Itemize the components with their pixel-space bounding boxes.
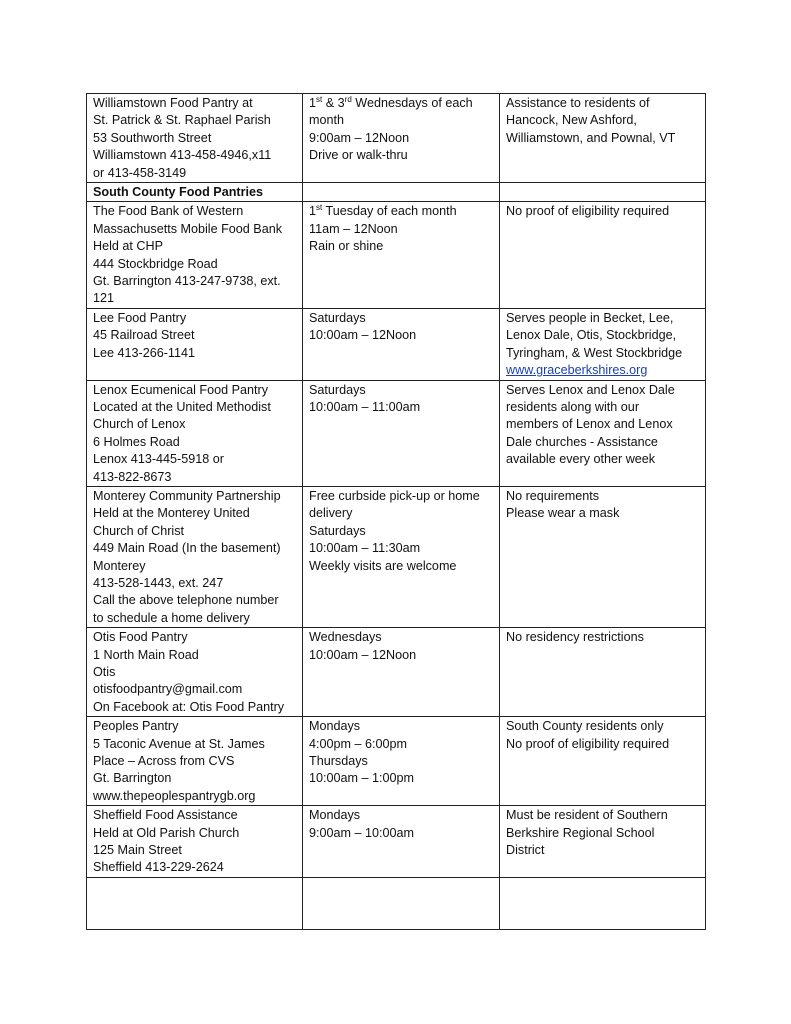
cell-line: Held at Old Parish Church bbox=[93, 825, 240, 840]
cell-line: 53 Southworth Street bbox=[93, 130, 212, 145]
cell-line: Mondays bbox=[309, 719, 361, 734]
eligibility-cell bbox=[500, 486, 706, 627]
cell-line: Mondays bbox=[309, 808, 361, 823]
cell-line: Wednesdays bbox=[309, 630, 382, 645]
table-row bbox=[87, 308, 706, 380]
cell-line: Drive or walk-thru bbox=[309, 148, 408, 163]
cell-line: Monterey Community Partnership bbox=[93, 488, 281, 503]
schedule-cell bbox=[303, 806, 500, 878]
schedule-text: 1 bbox=[309, 96, 317, 110]
cell-line: 5 Taconic Avenue at St. James bbox=[93, 736, 265, 751]
cell-line: 10:00am – 11:30am bbox=[309, 541, 421, 556]
cell-line: Hancock, New Ashford, bbox=[506, 113, 637, 128]
cell-line: 10:00am – 12Noon bbox=[309, 647, 417, 662]
cell-line: Monterey bbox=[93, 558, 146, 573]
cell-line: Saturdays bbox=[309, 310, 366, 325]
eligibility-cell bbox=[500, 308, 706, 380]
cell-line: District bbox=[506, 843, 545, 858]
table-row bbox=[87, 806, 706, 878]
cell-line: 45 Railroad Street bbox=[93, 328, 195, 343]
cell-line: Lenox 413-445-5918 or bbox=[93, 452, 224, 467]
ordinal-suffix: st bbox=[316, 94, 323, 104]
pantry-info-cell bbox=[87, 202, 303, 308]
schedule-cell bbox=[303, 94, 500, 183]
cell-line: No proof of eligibility required bbox=[506, 736, 670, 751]
cell-line: Church of Christ bbox=[93, 523, 184, 538]
cell-line: www.thepeoplespantrygb.org bbox=[93, 788, 256, 803]
cell-line: 4:00pm – 6:00pm bbox=[309, 736, 408, 751]
schedule-cell bbox=[303, 717, 500, 806]
cell-line: Weekly visits are welcome bbox=[309, 558, 457, 573]
cell-line: Tyringham, & West Stockbridge bbox=[506, 345, 683, 360]
schedule-ordinal-line bbox=[309, 95, 494, 112]
pantry-info-cell bbox=[87, 94, 303, 183]
cell-line: Serves people in Becket, Lee, bbox=[506, 310, 674, 325]
eligibility-cell bbox=[500, 94, 706, 183]
section-header-row bbox=[87, 183, 706, 202]
schedule-text: 1 bbox=[309, 204, 317, 219]
cell-line: St. Patrick & St. Raphael Parish bbox=[93, 113, 271, 128]
food-pantry-table bbox=[86, 93, 706, 930]
cell-line: Free curbside pick-up or home bbox=[309, 488, 480, 503]
cell-line: 449 Main Road (In the basement) bbox=[93, 541, 281, 556]
table-row bbox=[87, 717, 706, 806]
pantry-info-cell bbox=[87, 717, 303, 806]
cell-line: Gt. Barrington 413-247-9738, ext. bbox=[93, 274, 281, 289]
schedule-cell bbox=[303, 380, 500, 486]
schedule-text: & 3 bbox=[322, 96, 345, 110]
table-row bbox=[87, 877, 706, 929]
cell-line: Please wear a mask bbox=[506, 506, 620, 521]
cell-line: Held at the Monterey United bbox=[93, 506, 250, 521]
cell-line: 413-822-8673 bbox=[93, 469, 172, 484]
cell-line: Lee Food Pantry bbox=[93, 310, 187, 325]
pantry-info-cell bbox=[87, 628, 303, 717]
empty-cell bbox=[303, 183, 500, 202]
cell-line: Sheffield 413-229-2624 bbox=[93, 860, 224, 875]
schedule-cell bbox=[303, 202, 500, 308]
cell-line: Williamstown 413-458-4946,x11 bbox=[93, 148, 272, 163]
eligibility-cell bbox=[500, 380, 706, 486]
cell-line: Saturdays bbox=[309, 382, 366, 397]
cell-line: 413-528-1443, ext. 247 bbox=[93, 575, 224, 590]
eligibility-cell bbox=[500, 628, 706, 717]
cell-line: Place – Across from CVS bbox=[93, 754, 235, 769]
schedule-cell bbox=[303, 308, 500, 380]
table-row bbox=[87, 94, 706, 183]
cell-line: 444 Stockbridge Road bbox=[93, 256, 218, 271]
cell-line: 11am – 12Noon bbox=[309, 221, 398, 236]
cell-line: Thursdays bbox=[309, 754, 368, 769]
table-row bbox=[87, 628, 706, 717]
cell-line: Located at the United Methodist bbox=[93, 399, 271, 414]
cell-line: Gt. Barrington bbox=[93, 771, 172, 786]
pantry-info-cell bbox=[87, 308, 303, 380]
cell-line: Dale churches - Assistance bbox=[506, 434, 658, 449]
cell-line: delivery bbox=[309, 506, 353, 521]
table-row bbox=[87, 486, 706, 627]
schedule-text: Wednesdays of each bbox=[351, 96, 473, 110]
ordinal-suffix: st bbox=[316, 203, 323, 213]
schedule-cell bbox=[303, 486, 500, 627]
ordinal-suffix: rd bbox=[344, 94, 352, 104]
cell-line: 9:00am – 12Noon bbox=[309, 130, 410, 145]
cell-line: Held at CHP bbox=[93, 239, 163, 254]
empty-cell bbox=[500, 183, 706, 202]
schedule-cell bbox=[303, 628, 500, 717]
cell-line: Assistance to residents of bbox=[506, 96, 650, 110]
eligibility-cell bbox=[500, 877, 706, 929]
website-link[interactable]: www.graceberkshires.org bbox=[506, 363, 648, 378]
cell-line: Call the above telephone number bbox=[93, 593, 279, 608]
cell-line: Church of Lenox bbox=[93, 417, 186, 432]
cell-line: South County residents only bbox=[506, 719, 664, 734]
cell-line: No requirements bbox=[506, 488, 600, 503]
cell-line: 10:00am – 11:00am bbox=[309, 399, 421, 414]
cell-line: month bbox=[309, 113, 345, 128]
cell-line: 9:00am – 10:00am bbox=[309, 825, 415, 840]
eligibility-cell bbox=[500, 202, 706, 308]
cell-line: or 413-458-3149 bbox=[93, 165, 187, 180]
table-body bbox=[87, 94, 706, 930]
cell-line: Peoples Pantry bbox=[93, 719, 179, 734]
cell-line: Rain or shine bbox=[309, 239, 384, 254]
cell-line: Lee 413-266-1141 bbox=[93, 345, 196, 360]
cell-line: 10:00am – 1:00pm bbox=[309, 771, 415, 786]
cell-line: 121 bbox=[93, 291, 115, 306]
cell-line: 10:00am – 12Noon bbox=[309, 328, 417, 343]
cell-line: otisfoodpantry@gmail.com bbox=[93, 682, 243, 697]
cell-line: Sheffield Food Assistance bbox=[93, 808, 238, 823]
pantry-info-cell bbox=[87, 486, 303, 627]
pantry-info-cell bbox=[87, 877, 303, 929]
cell-line: available every other week bbox=[506, 452, 656, 467]
section-title: South County Food Pantries bbox=[87, 183, 303, 202]
schedule-ordinal-line bbox=[309, 203, 494, 220]
cell-line: Lenox Dale, Otis, Stockbridge, bbox=[506, 328, 677, 343]
cell-line: Lenox Ecumenical Food Pantry bbox=[93, 382, 269, 397]
cell-line: Williamstown, and Pownal, VT bbox=[506, 130, 676, 145]
cell-line: members of Lenox and Lenox bbox=[506, 417, 673, 432]
cell-line: Otis Food Pantry bbox=[93, 630, 188, 645]
cell-line: Massachusetts Mobile Food Bank bbox=[93, 221, 282, 236]
cell-line: residents along with our bbox=[506, 399, 640, 414]
cell-line: The Food Bank of Western bbox=[93, 204, 244, 219]
table-row bbox=[87, 380, 706, 486]
cell-line: Williamstown Food Pantry at bbox=[93, 96, 253, 110]
cell-line: 125 Main Street bbox=[93, 843, 182, 858]
eligibility-cell bbox=[500, 717, 706, 806]
pantry-info-cell bbox=[87, 380, 303, 486]
cell-line: No proof of eligibility required bbox=[506, 204, 670, 219]
eligibility-cell bbox=[500, 806, 706, 878]
cell-line: 6 Holmes Road bbox=[93, 434, 180, 449]
cell-line: Berkshire Regional School bbox=[506, 825, 655, 840]
cell-line: Serves Lenox and Lenox Dale bbox=[506, 382, 675, 397]
cell-line: Must be resident of Southern bbox=[506, 808, 668, 823]
cell-line: to schedule a home delivery bbox=[93, 610, 250, 625]
schedule-text: Tuesday of each month bbox=[322, 204, 457, 219]
cell-line: Otis bbox=[93, 665, 116, 679]
schedule-cell bbox=[303, 877, 500, 929]
cell-line: No residency restrictions bbox=[506, 630, 644, 645]
cell-line: Saturdays bbox=[309, 523, 366, 538]
cell-line: 1 North Main Road bbox=[93, 647, 199, 662]
cell-line: On Facebook at: Otis Food Pantry bbox=[93, 699, 285, 714]
table-row bbox=[87, 202, 706, 308]
pantry-info-cell bbox=[87, 806, 303, 878]
